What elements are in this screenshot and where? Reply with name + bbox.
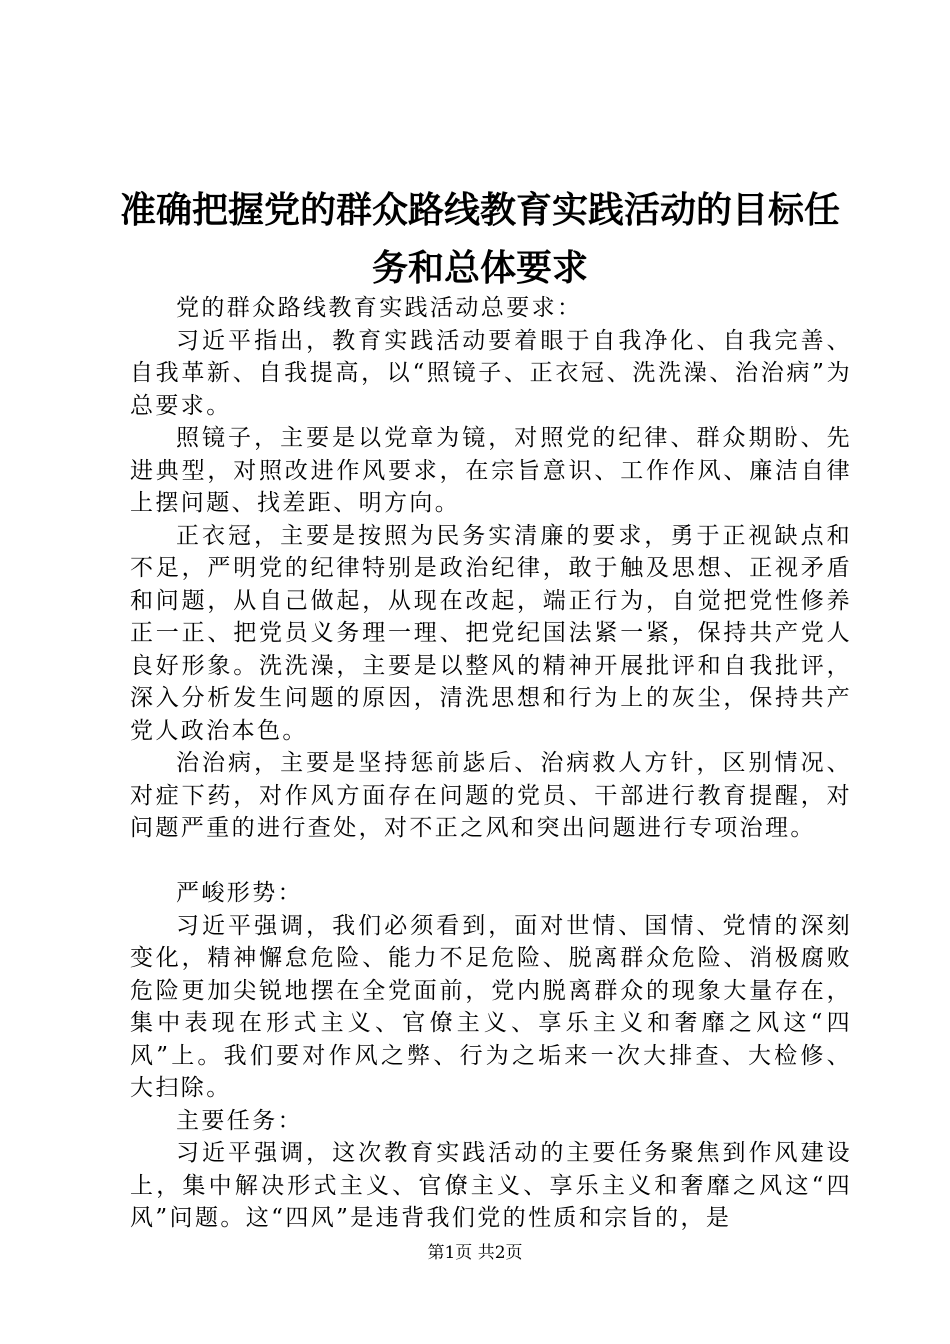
document-body <box>130 292 852 1235</box>
paragraph-cure: 治治病，主要是坚持惩前毖后、治病救人方针，区别情况、对症下药，对作风方面存在问题的党员、干部进行教育提醒，对问题严重的进行查处，对不正之风和突出问题进行专项治理。 <box>130 750 852 841</box>
paragraph-mirror: 照镜子，主要是以党章为镜，对照党的纪律、群众期盼、先进典型，对照改进作风要求，在宗旨意识、工作作风、廉洁自律上摆问题、找差距、明方向。 <box>130 425 852 516</box>
paragraph-general-requirement-heading: 党的群众路线教育实践活动总要求： <box>176 295 583 321</box>
paragraph-dress: 正衣冠，主要是按照为民务实清廉的要求，勇于正视缺点和不足，严明党的纪律特别是政治纪律，敢于触及思想、正视矛盾和问题，从自己做起，从现在改起，端正行为，自觉把党性修养正一正、把党员义务理一理、把党纪国法紧一紧，保持共产党人良好形象。洗洗澡，主要是以整风的精神开展批评和自我批评，深入分析发生问题的原因，清洗思想和行为上的灰尘，保持共产党人政治本色。 <box>130 522 852 744</box>
page-number-footer: 第1页 共2页 <box>427 1243 523 1263</box>
document-title-line-1: 准确把握党的群众路线教育实践活动的目标任 <box>120 189 841 231</box>
paragraph-situation: 习近平强调，我们必须看到，面对世情、国情、党情的深刻变化，精神懈怠危险、能力不足危险、脱离群众危险、消极腐败危险更加尖锐地摆在全党面前，党内脱离群众的现象大量存在，集中表现在形式主义、官僚主义、享乐主义和奢靡之风这“四风”上。我们要对作风之弊、行为之垢来一次大排查、大检修、大扫除。 <box>130 912 852 1101</box>
paragraph-general-requirement: 习近平指出，教育实践活动要着眼于自我净化、自我完善、自我革新、自我提高，以“照镜子、正衣冠、洗洗澡、治治病”为总要求。 <box>130 327 852 419</box>
document-title-line-2: 务和总体要求 <box>371 247 588 289</box>
paragraph-situation-heading: 严峻形势： <box>176 880 303 906</box>
paragraph-tasks: 习近平强调，这次教育实践活动的主要任务聚焦到作风建设上，集中解决形式主义、官僚主义、享乐主义和奢靡之风这“四风”问题。这“四风”是违背我们党的性质和宗旨的，是 <box>130 1140 852 1231</box>
paragraph-tasks-heading: 主要任务： <box>176 1107 303 1134</box>
